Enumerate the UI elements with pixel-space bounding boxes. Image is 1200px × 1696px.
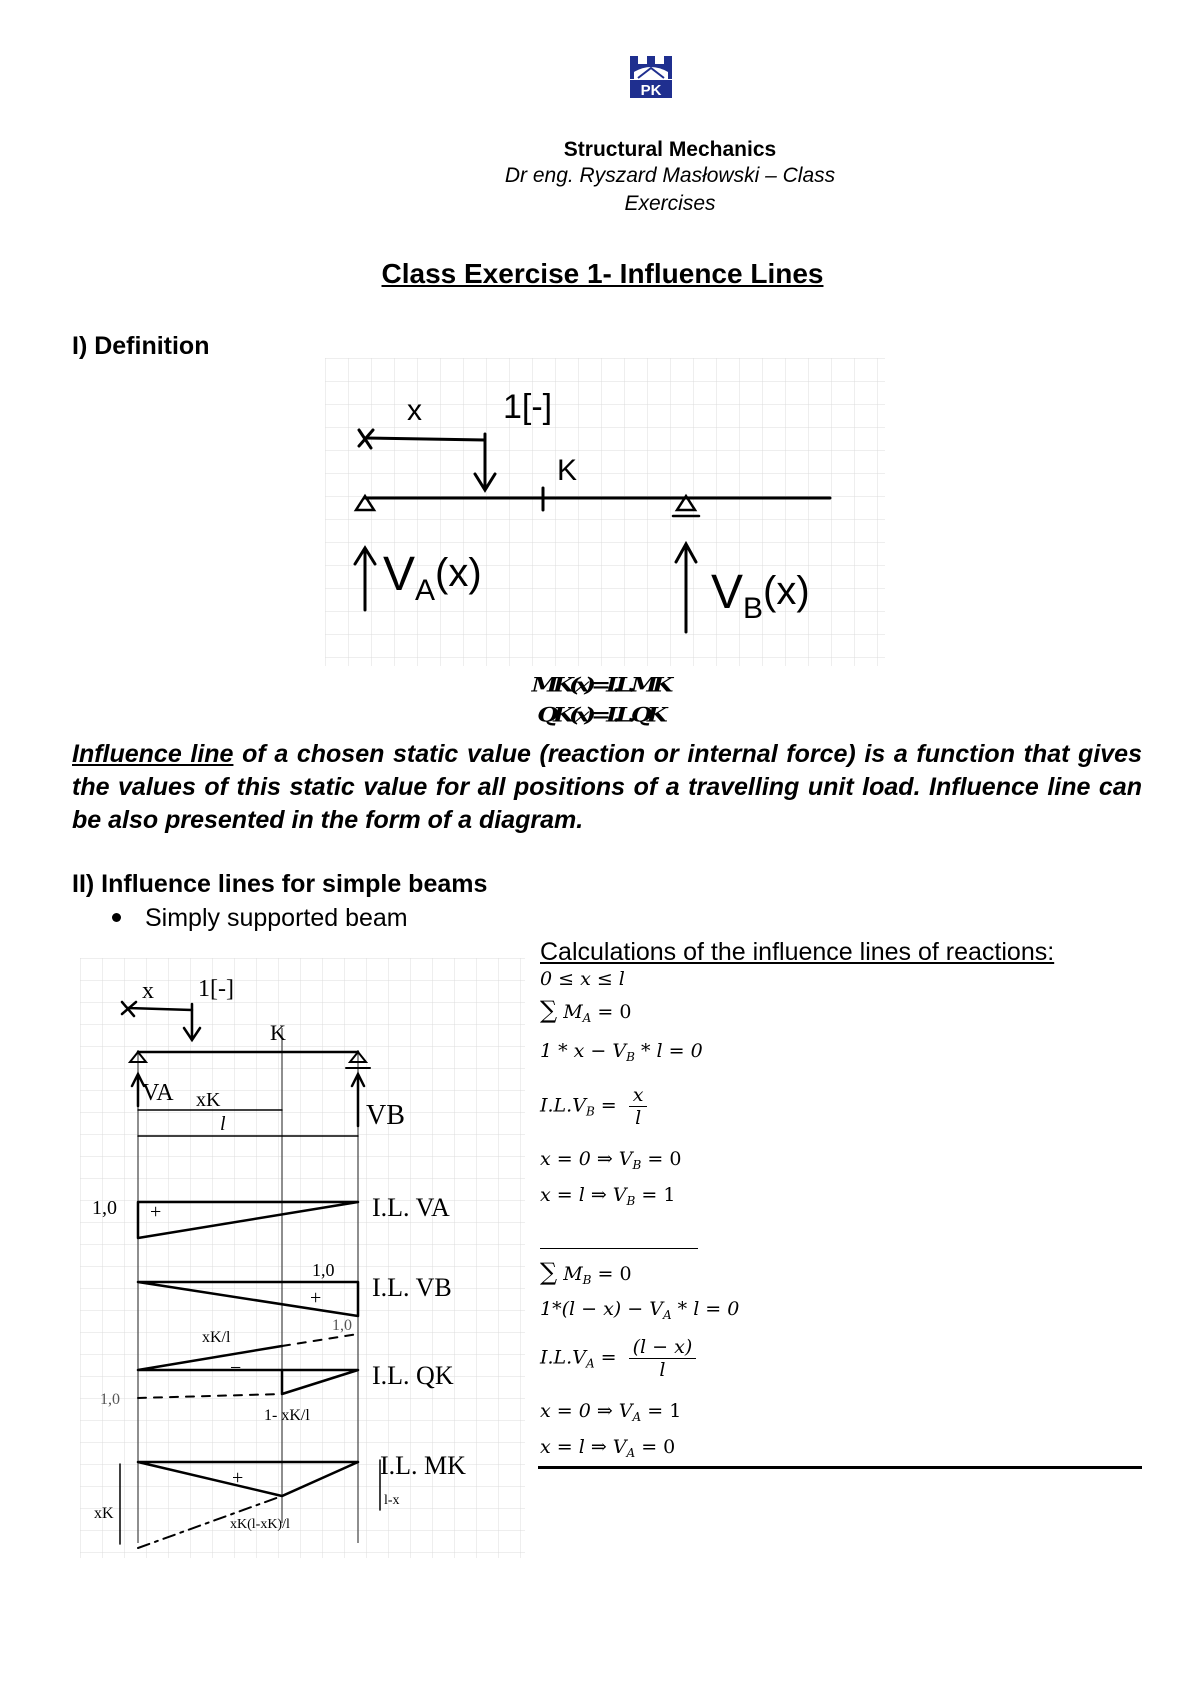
- bullet-dot: [112, 913, 121, 922]
- fig2-x: x: [142, 978, 154, 1004]
- label-unit-load: 1[-]: [503, 388, 553, 426]
- calc-case-3: x = 0 ⇒ $V_A = 1$: [540, 1400, 682, 1424]
- fig2-xk-over-l: xK/l: [202, 1329, 231, 1346]
- formula-mk: MK(x)=I.L.MK: [531, 672, 669, 697]
- fig2-il-mk: I.L. MK: [380, 1451, 466, 1480]
- fig2-xk: xK: [196, 1089, 221, 1111]
- calculations-title: Calculations of the influence lines of reactions:: [540, 938, 1055, 966]
- course-title: Structural Mechanics: [563, 138, 777, 161]
- definition-paragraph: [72, 738, 1142, 837]
- label-x: x: [407, 394, 422, 427]
- calc-case-2: x = l ⇒ $V_B = 1$: [540, 1184, 676, 1208]
- fig2-va: VA: [142, 1080, 174, 1106]
- calc-equation-1: $1 * x - V_B * l = 0$: [540, 1040, 703, 1064]
- calc-equation-2: $1*(l - x) - V_A * l = 0$: [540, 1298, 740, 1322]
- fig2-k: K: [270, 1020, 286, 1045]
- logo-text: PK: [640, 82, 662, 99]
- label-va: $V_A^{(x)}$: [383, 548, 482, 607]
- formula-qk: QK(x)=I.L.QK: [537, 702, 663, 727]
- fig2-one-minus: 1- xK/l: [264, 1407, 310, 1424]
- fig2-plus-b: +: [310, 1287, 322, 1309]
- label-vb: $V_B^{(x)}$: [711, 566, 810, 625]
- fig2-l-minus-x: l-x: [384, 1493, 400, 1508]
- author-line: [380, 162, 960, 190]
- bullet-item: [112, 904, 408, 933]
- fig2-minus: −: [230, 1357, 242, 1379]
- x-dimension-line: [365, 438, 485, 440]
- fig2-xk2: xK: [94, 1505, 114, 1522]
- fig2-plus-a: +: [150, 1201, 162, 1223]
- calc-sum-a: ∑ $M_A = 0$: [540, 996, 632, 1025]
- author-line-2: Exercises: [624, 192, 716, 215]
- fig2-il-vb: I.L. VB: [372, 1273, 452, 1302]
- separator-thin: [540, 1248, 698, 1249]
- calc-il-vb: $I.L.V_B$ = $\frac{x}{l}$: [540, 1084, 647, 1129]
- definition-body: of a chosen static value (reaction or internal force) is a function that gives the values of this static value for all positions of a travelling unit load. Influence line can be also presented in the form of a diagram.: [72, 740, 1142, 834]
- bullet-text: Simply supported beam: [145, 904, 408, 932]
- university-logo: [628, 54, 674, 100]
- fig2-vb: VB: [366, 1100, 405, 1131]
- definition-term: Influence line: [72, 740, 234, 768]
- page-title: Class Exercise 1- Influence Lines: [381, 258, 824, 289]
- influence-lines-figure: [80, 958, 525, 1558]
- calc-il-va: $I.L.V_A$ = $\frac{(l - x)}{l}$: [540, 1336, 696, 1381]
- calc-case-4: x = l ⇒ $V_A = 0$: [540, 1436, 676, 1460]
- section-heading-simple-beams: II) Influence lines for simple beams: [72, 870, 488, 898]
- separator-thick: [538, 1466, 1142, 1469]
- fig2-mk-ord: xK(l-xK)/l: [230, 1517, 290, 1532]
- fig2-one-q2: 1,0: [332, 1317, 352, 1334]
- fig2-il-qk: I.L. QK: [372, 1361, 454, 1390]
- section-heading-definition: I) Definition: [72, 332, 210, 360]
- fig2-one-q: 1,0: [100, 1391, 120, 1408]
- fig2-load: 1[-]: [198, 976, 234, 1002]
- fig2-plus-m: +: [232, 1467, 244, 1489]
- beam-definition-figure: [325, 358, 885, 666]
- calc-case-1: x = 0 ⇒ $V_B = 0$: [540, 1148, 682, 1172]
- fig2-one-a: 1,0: [92, 1197, 117, 1219]
- fig2-l: l: [220, 1113, 226, 1135]
- label-k: K: [557, 454, 578, 487]
- fig2-il-va: I.L. VA: [372, 1193, 450, 1222]
- calc-range: 0 ≤ x ≤ l: [540, 968, 625, 990]
- calc-sum-b: ∑ $M_B = 0$: [540, 1258, 632, 1287]
- author-text: Dr eng. Ryszard Masłowski – Class: [504, 164, 836, 187]
- fig2-one-b: 1,0: [312, 1260, 335, 1280]
